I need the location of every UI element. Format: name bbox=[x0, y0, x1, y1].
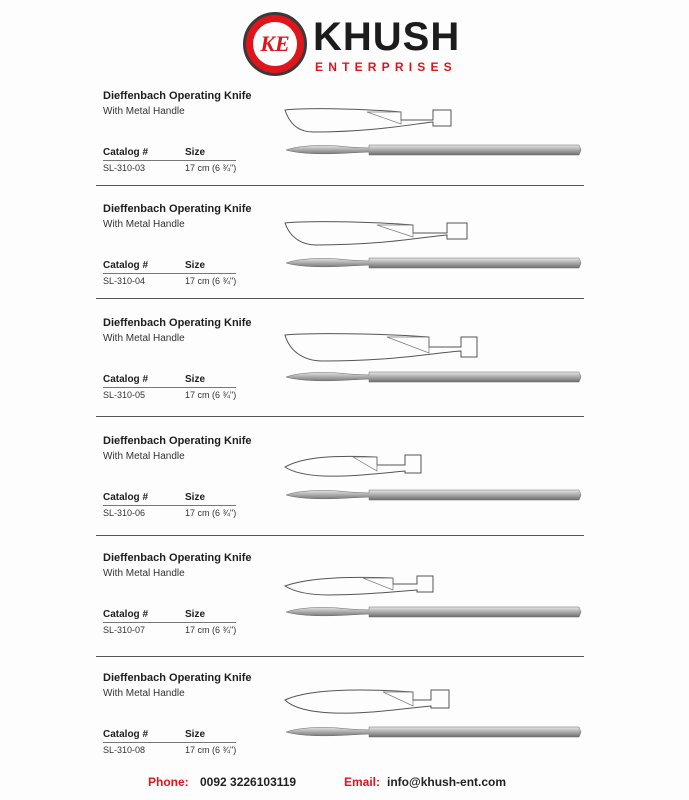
product-title: Dieffenbach Operating Knife bbox=[103, 435, 252, 447]
header-underline bbox=[103, 622, 236, 623]
catalog-number: SL-310-05 bbox=[103, 390, 146, 400]
knife-photo bbox=[283, 255, 583, 271]
header-underline bbox=[103, 160, 236, 161]
section-divider bbox=[96, 298, 584, 299]
size-value: 17 cm (6 ¾") bbox=[185, 745, 237, 755]
logo-subtitle: ENTERPRISES bbox=[315, 60, 457, 74]
section-divider bbox=[96, 656, 584, 657]
email-label: Email: bbox=[344, 775, 381, 789]
catalog-number: SL-310-04 bbox=[103, 276, 146, 286]
catalog-number: SL-310-07 bbox=[103, 625, 146, 635]
product-title: Dieffenbach Operating Knife bbox=[103, 672, 252, 684]
size-value: 17 cm (6 ¾") bbox=[185, 625, 237, 635]
section-divider bbox=[96, 535, 584, 536]
catalog-header: Catalog # bbox=[103, 729, 149, 740]
catalog-header: Catalog # bbox=[103, 374, 149, 385]
phone-number[interactable]: 0092 3226103119 bbox=[200, 775, 297, 789]
product-subtitle: With Metal Handle bbox=[103, 106, 185, 117]
knife-outline-drawing bbox=[283, 96, 458, 136]
knife-outline-drawing bbox=[283, 558, 438, 598]
section-divider bbox=[96, 185, 584, 186]
size-header: Size bbox=[185, 729, 206, 740]
size-header: Size bbox=[185, 260, 206, 271]
product-subtitle: With Metal Handle bbox=[103, 333, 185, 344]
section-divider bbox=[96, 416, 584, 417]
catalog-header: Catalog # bbox=[103, 609, 149, 620]
header-underline bbox=[103, 273, 236, 274]
product-subtitle: With Metal Handle bbox=[103, 451, 185, 462]
knife-photo bbox=[283, 604, 583, 620]
product-title: Dieffenbach Operating Knife bbox=[103, 203, 252, 215]
knife-photo bbox=[283, 487, 583, 503]
catalog-number: SL-310-03 bbox=[103, 163, 146, 173]
knife-outline-drawing bbox=[283, 323, 483, 363]
header-underline bbox=[103, 505, 236, 506]
company-logo bbox=[243, 12, 461, 82]
logo-initials: KE bbox=[253, 22, 297, 66]
knife-outline-drawing bbox=[283, 678, 453, 718]
logo-name: KHUSH bbox=[313, 15, 461, 59]
product-title: Dieffenbach Operating Knife bbox=[103, 552, 252, 564]
knife-outline-drawing bbox=[283, 441, 428, 481]
phone-label: Phone: bbox=[148, 775, 189, 789]
catalog-number: SL-310-06 bbox=[103, 508, 146, 518]
size-value: 17 cm (6 ¾") bbox=[185, 276, 237, 286]
product-title: Dieffenbach Operating Knife bbox=[103, 317, 252, 329]
size-value: 17 cm (6 ¾") bbox=[185, 390, 237, 400]
knife-outline-drawing bbox=[283, 209, 473, 249]
catalog-header: Catalog # bbox=[103, 260, 149, 271]
product-subtitle: With Metal Handle bbox=[103, 688, 185, 699]
size-value: 17 cm (6 ¾") bbox=[185, 508, 237, 518]
product-subtitle: With Metal Handle bbox=[103, 219, 185, 230]
catalog-header: Catalog # bbox=[103, 147, 149, 158]
header-underline bbox=[103, 387, 236, 388]
size-header: Size bbox=[185, 609, 206, 620]
logo-emblem bbox=[243, 12, 307, 76]
email-address[interactable]: info@khush-ent.com bbox=[387, 775, 507, 789]
knife-photo bbox=[283, 369, 583, 385]
knife-photo bbox=[283, 724, 583, 740]
size-value: 17 cm (6 ¾") bbox=[185, 163, 237, 173]
knife-photo bbox=[283, 142, 583, 158]
catalog-header: Catalog # bbox=[103, 492, 149, 503]
size-header: Size bbox=[185, 492, 206, 503]
product-title: Dieffenbach Operating Knife bbox=[103, 90, 252, 102]
product-subtitle: With Metal Handle bbox=[103, 568, 185, 579]
size-header: Size bbox=[185, 147, 206, 158]
size-header: Size bbox=[185, 374, 206, 385]
header-underline bbox=[103, 742, 236, 743]
catalog-number: SL-310-08 bbox=[103, 745, 146, 755]
